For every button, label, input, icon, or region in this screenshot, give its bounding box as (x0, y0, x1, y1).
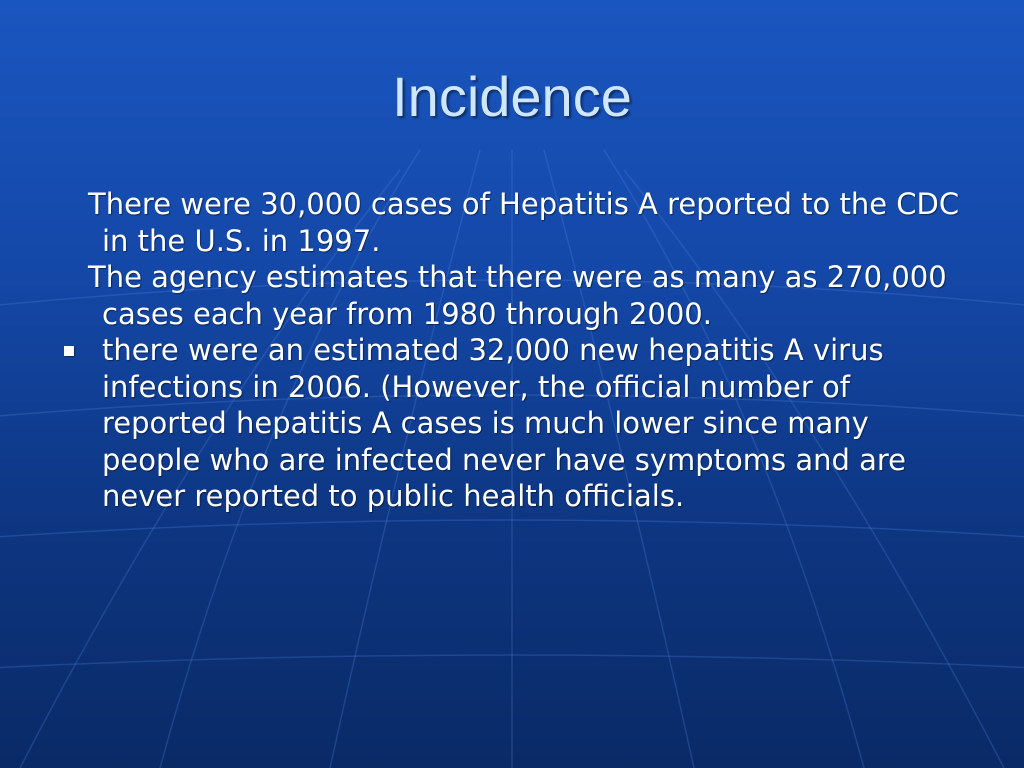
body-paragraph-2: The agency estimates that there were as many as 270,000 cases each year from 1980 through 2000. (88, 260, 947, 331)
body-paragraph-1: There were 30,000 cases of Hepatitis A reported to the CDC in the U.S. in 1997. (88, 187, 960, 258)
bullet-item (40, 332, 970, 515)
bullet-text: there were an estimated 32,000 new hepatitis A virus infections in 2006. (However, the official number of reported hepatitis A cases is much lower since many people who are infected never have symptoms and are never reported to public health officials. (102, 333, 906, 513)
slide-title: Incidence (392, 65, 632, 128)
square-bullet-icon (64, 346, 74, 356)
slide-body (40, 186, 970, 515)
